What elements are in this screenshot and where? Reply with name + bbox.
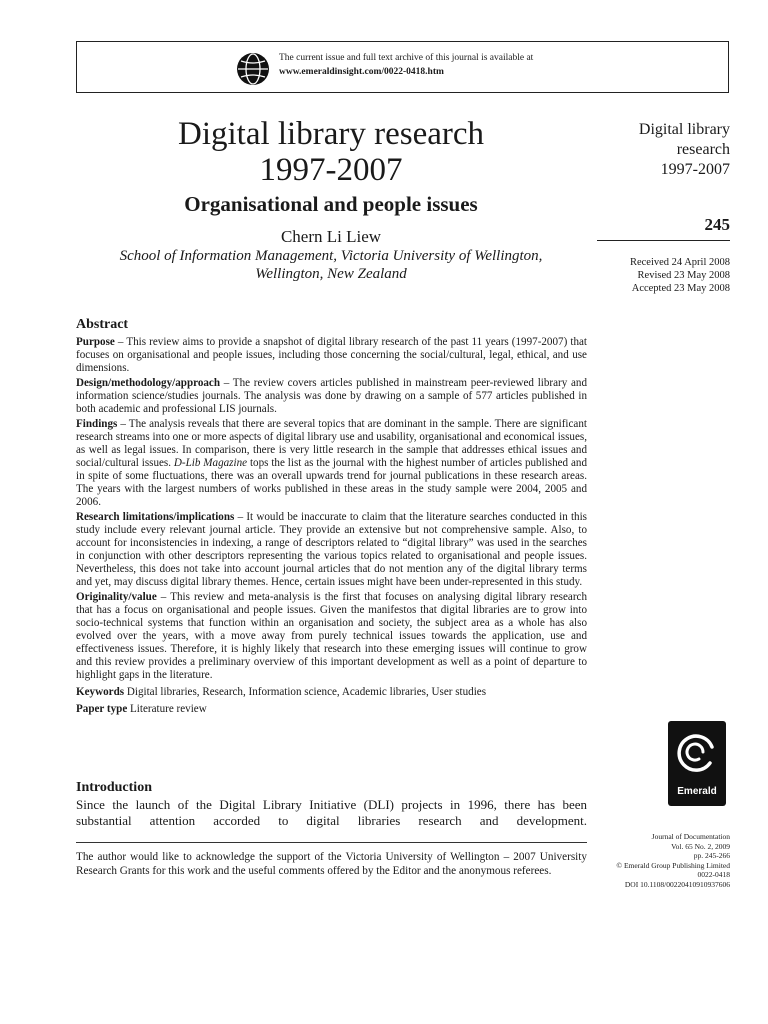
notice-text: The current issue and full text archive of this journal is available at — [279, 53, 534, 63]
abstract-purpose — [76, 336, 587, 375]
journal-volume: Vol. 65 No. 2, 2009 — [671, 841, 730, 851]
journal-name: Journal of Documentation — [651, 832, 730, 841]
footnote-divider — [76, 842, 587, 843]
running-title-line-1: Digital library — [638, 121, 730, 138]
emerald-swirl-icon — [668, 725, 726, 785]
affiliation-line-2: Wellington, New Zealand — [255, 266, 407, 282]
findings-journal-name: D-Lib Magazine — [173, 457, 248, 469]
originality-text: – This review and meta-analysis is the first that focuses on analysing digital library research that has a focus on organisational and people issues. Given the manifestos that digital libraries are to grow into socio-technical systems that function within an organisation and society, the subject area as a whole has also evolved over the years, with a move away from purely technical issues towards the application, use and effectiveness issues. Therefore, it is highly likely that research into these emerging issues will continue to grow and this review provides a preliminary overview of this important development as well as a point of departure to highlight gaps in the literature. — [76, 591, 587, 681]
revised-date: Revised 23 May 2008 — [637, 270, 730, 281]
purpose-label: Purpose — [76, 336, 115, 348]
article-title — [76, 116, 586, 188]
limitations-text: – It would be inaccurate to claim that the literature searches conducted in this study include every relevant journal article. They provide an extensive but not comprehensive sample. Also, to account for inconsistencies in indexing, a range of descriptors related to “digital library” was used in the searches in conjunction with other descriptors representing the various topics related to organisational and people issues. Nevertheless, this does not take into account journal articles that do not mention any of the digital library terms and yet, may discuss digital library themes. Hence, certain issues might have been under-represented in this study. — [76, 511, 588, 588]
journal-url-link[interactable]: www.emeraldinsight.com/0022-0418.htm — [279, 67, 444, 77]
abstract-body — [76, 336, 587, 718]
page-number: 245 — [704, 215, 730, 234]
journal-copyright: © Emerald Group Publishing Limited — [616, 860, 730, 870]
findings-text-a: – The analysis reveals that there are several topics that are dominant in the sample. There are significant research streams into one or more aspects of digital library use and usability, organisational and economical issues, as well as legal issues. In comparison, there is very little research in the sample that addresses ethical issues and social/cultural issues. — [76, 418, 587, 469]
abstract-paper-type — [76, 703, 587, 716]
abstract-keywords — [76, 686, 587, 699]
purpose-text: – This review aims to provide a snapshot of digital library research of the past 11 years (1997-2007) that focuses on organisational and people issues, including those concerning the social/cultural, legal, ethical, and use dimensions. — [76, 336, 587, 374]
author-affiliation — [76, 247, 586, 283]
article-subtitle: Organisational and people issues — [184, 192, 478, 216]
abstract-originality — [76, 591, 587, 682]
abstract-limitations — [76, 511, 587, 589]
received-date: Received 24 April 2008 — [629, 257, 730, 268]
limitations-label: Research limitations/implications — [76, 511, 235, 523]
affiliation-line-1: School of Information Management, Victoria University of Wellington, — [119, 248, 543, 264]
paper-type-label: Paper type — [76, 703, 128, 715]
title-line-2: 1997-2007 — [259, 152, 403, 188]
running-title — [590, 120, 730, 180]
abstract-findings — [76, 418, 587, 509]
keywords-label: Keywords — [76, 686, 125, 698]
running-title-line-2: research — [676, 141, 730, 158]
running-title-line-3: 1997-2007 — [660, 161, 730, 178]
journal-citation — [560, 832, 730, 889]
emerald-logo-label: Emerald — [677, 786, 717, 797]
accepted-date: Accepted 23 May 2008 — [631, 283, 730, 294]
abstract-heading: Abstract — [76, 317, 129, 332]
journal-issn: 0022-0418 — [697, 870, 730, 879]
introduction-heading: Introduction — [76, 780, 152, 795]
acknowledgement-footnote: The author would like to acknowledge the support of the Victoria University of Wellington – 2007 University Research Grants for this work and the useful comments offered by the Editor and the anonymous referees. — [76, 851, 587, 877]
title-line-1: Digital library research — [177, 116, 485, 152]
keywords-text: Digital libraries, Research, Information science, Academic libraries, User studies — [124, 686, 487, 698]
page-number-rule — [597, 240, 730, 241]
design-label: Design/methodology/approach — [76, 377, 221, 389]
article-history — [590, 256, 730, 295]
paper-type-text: Literature review — [127, 703, 207, 715]
journal-doi[interactable]: DOI 10.1108/00220410910937606 — [624, 879, 730, 889]
originality-label: Originality/value — [76, 591, 157, 603]
abstract-design — [76, 377, 587, 416]
design-text: – The review covers articles published in mainstream peer-reviewed library and information science/studies journals. The analysis was done by drawing on a sample of 577 articles published in both academic and professional LIS journals. — [76, 377, 587, 415]
author-name: Chern Li Liew — [280, 227, 382, 246]
findings-label: Findings — [76, 418, 118, 430]
introduction-text: Since the launch of the Digital Library Initiative (DLI) projects in 1996, there has been substantial attention accorded to digital libraries research and development. — [76, 797, 587, 828]
globe-icon — [236, 52, 270, 86]
findings-text-b: tops the list as the journal with the highest number of articles published and in spite of some fluctuations, there was an overall upwards trend for journal publications in these research areas. The years with the largest numbers of works published in these areas in the study sample were 2004, 2005 and 2006. — [76, 457, 588, 508]
journal-pages: pp. 245-266 — [693, 851, 730, 860]
